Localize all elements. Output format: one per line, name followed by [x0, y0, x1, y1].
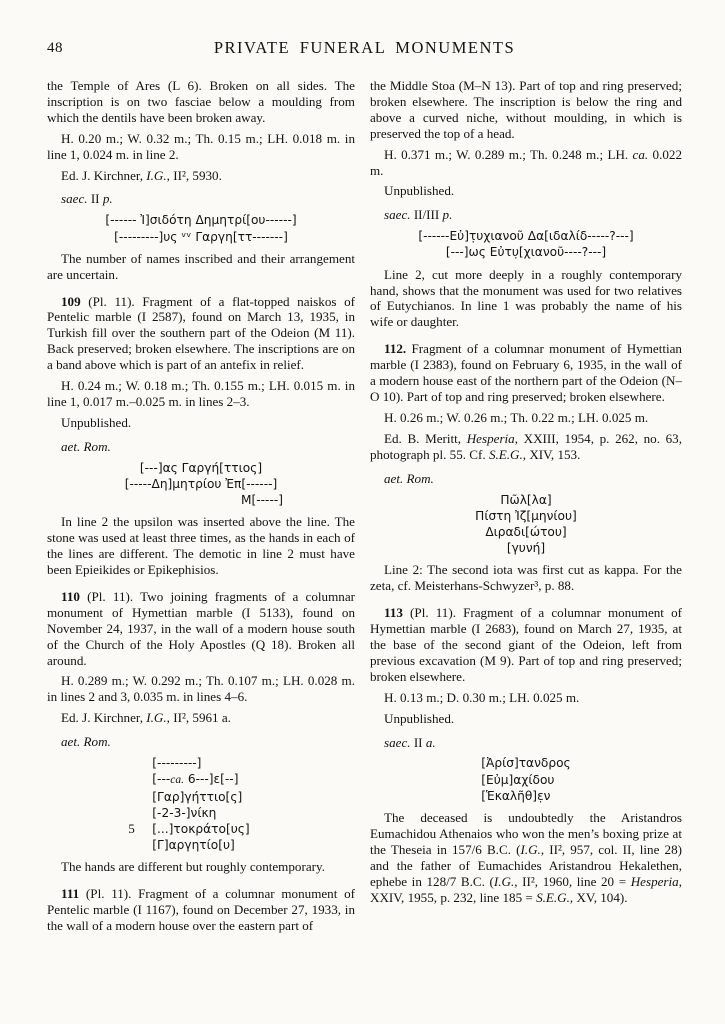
greek-line: Πίστη Ἰζ[μηνίου] [475, 508, 577, 523]
entry-number: 113 [384, 605, 411, 621]
greek-line: [-----Δη]μητρίου Ἐπ[------] [124, 476, 278, 491]
greek-line: [-2-3-]νίκη [152, 805, 217, 820]
italic-text: saec. [384, 734, 411, 750]
greek-line: [Ἑκαλῆθ]ε̣ν [481, 788, 551, 803]
page-number: 48 [47, 40, 63, 56]
greek-line: [Γ]αργητίο[υ] [152, 838, 235, 853]
left-column [47, 78, 355, 934]
paragraph: H. 0.24 m.; W. 0.18 m.; Th. 0.155 m.; LH. 0.015 m. in line 1, 0.017 m.–0.025 m. in lines 2–3. [47, 378, 355, 409]
paragraph: the Temple of Ares (L 6). Broken on all sides. The inscription is on two fasciae below a moulding from which the dentils have been broken away. [47, 78, 355, 125]
paragraph: H. 0.371 m.; W. 0.289 m.; Th. 0.248 m.; LH. ca. 0.022 m. [370, 146, 683, 178]
paragraph: In line 2 the upsilon was inserted above the line. The stone was used at least three times, as the hands in each of the lines are different. The demotic in line 2 must have been Epieikides or Epikephisios. [47, 514, 355, 578]
catalogue-entry-paragraph: 112. Fragment of a columnar monument of Hymettian marble (I 2383), found on February 6, 1935, in the wall of a modern house east of the northern part of the Odeion (N–O 10). Part of top and ring preserved; broken elsewhere. [370, 341, 682, 404]
entry-number: 111 [61, 886, 86, 902]
greek-line: [---ca. 6---]ε[--] [152, 772, 239, 787]
italic-text: S.E.G. [488, 446, 523, 462]
catalogue-entry-paragraph: 113 (Pl. 11). Fragment of a columnar monument of Hymettian marble (I 2683), found on March 27, 1935, at the base of the second giant of the Odeion, left from previous excavation (M 9). Part of top and ring preserved; broken elsewhere. [370, 605, 682, 684]
date-notation [370, 471, 682, 487]
italic-text: aet. Rom. [384, 470, 434, 486]
greek-inscription [370, 228, 682, 260]
greek-line: [---------] [152, 756, 202, 771]
entry-number: 110 [61, 588, 88, 604]
italic-text: Hesperia [630, 873, 679, 889]
greek-line: [---------]υς ᵛᵛ Γαργη[ττ-------] [114, 229, 288, 244]
italic-text: I.G. [146, 710, 167, 726]
entry-number: 112. [384, 341, 412, 357]
greek-line: [------Εὐ]τ̣υχιανοῦ Δα[ιδαλίδ-----?---] [418, 229, 634, 244]
paragraph: Ed. J. Kirchner, I.G., II², 5961 a. [61, 710, 231, 726]
italic-text: I.G. [146, 167, 167, 183]
greek-inscription [128, 755, 250, 853]
greek-line: Πῶλ[λα] [500, 492, 552, 507]
catalogue-entry-paragraph: 111 (Pl. 11). Fragment of a columnar monument of Pentelic marble (I 1167), found on December 27, 1933, in the wall of a modern house over the eastern part of [47, 886, 355, 934]
date-notation: saec. II/III p. [384, 207, 453, 223]
greek-inscription [481, 755, 570, 804]
paragraph: Unpublished. [384, 183, 455, 199]
running-head: PRIVATE FUNERAL MONUMENTS [213, 38, 516, 57]
italic-text: saec. [384, 207, 411, 223]
greek-line: [Εὐμ]αχίδου [481, 772, 555, 787]
greek-line: [Ἀρίσ]τανδρος [481, 756, 571, 771]
italic-text: a. [425, 734, 436, 750]
paragraph: H. 0.13 m.; D. 0.30 m.; LH. 0.025 m. [384, 689, 580, 705]
date-notation: saec. II a. [384, 734, 436, 750]
date-notation [47, 439, 355, 455]
date-notation [47, 734, 355, 750]
paragraph: Unpublished. [384, 710, 455, 726]
italic-text: saec. [61, 191, 88, 207]
paragraph: Ed. B. Meritt, Hesperia, XXIII, 1954, p. 262, no. 63, photograph pl. 55. Cf. S.E.G., XIV, 153. [370, 430, 682, 462]
italic-text: ca. [632, 146, 649, 162]
greek-inscription [47, 212, 355, 244]
paragraph: H. 0.289 m.; W. 0.292 m.; Th. 0.107 m.; LH. 0.028 m. in lines 2 and 3, 0.035 m. in lines 4–6. [47, 673, 355, 705]
paragraph: The deceased is undoubtedly the Aristandros Eumachidou Athenaios who won the men’s boxing prize at the Theseia in 157/6 B.C. (I.G., II², 957, col. II, line 28) and the father of Eumachides Aristandrou Hekalethen, ephebe in 128/7 B.C. (I.G., II², 1960, line 20 = Hesperia, XXIV, 1955, p. 232, line 185 = S.E.G., XV, 104). [370, 810, 682, 905]
paragraph: H. 0.20 m.; W. 0.32 m.; Th. 0.15 m.; LH. 0.018 m. in line 1, 0.024 m. in line 2. [47, 130, 355, 162]
italic-text: I.G. [520, 841, 541, 857]
right-column [370, 78, 682, 905]
greek-line: [---]ως Εὐτυ̣[χιανοῦ----?---] [445, 245, 607, 260]
greek-line: Μ[-----] [240, 493, 283, 508]
italic-text: S.E.G. [536, 889, 570, 905]
paragraph: Unpublished. [61, 414, 132, 430]
greek-line: [------ Ἰ]σιδότη Δημητρί[ου------] [105, 213, 297, 228]
paragraph: Line 2: The second iota was first cut as kappa. For the zeta, cf. Meisterhans-Schwyzer³, p. 88. [370, 562, 682, 594]
italic-text: aet. Rom. [61, 734, 111, 750]
paragraph: The hands are different but roughly contemporary. [61, 859, 325, 875]
italic-text: Hesperia [466, 430, 515, 446]
page-header [47, 38, 682, 62]
greek-inscription [47, 460, 355, 509]
italic-text: p. [102, 191, 113, 207]
italic-text: aet. Rom. [61, 438, 111, 454]
greek-line: [γυνή] [506, 541, 546, 556]
entry-number: 109 [61, 293, 89, 309]
paragraph: The number of names inscribed and their arrangement are uncertain. [47, 250, 355, 282]
paragraph: the Middle Stoa (M–N 13). Part of top and ring preserved; broken elsewhere. The inscription is below the ring and above a curved niche, without moulding, in which is preserved the top of a head. [370, 78, 682, 141]
greek-line: [Γαρ]γήττιο[ς] [152, 789, 243, 804]
paragraph: Line 2, cut more deeply in a roughly contemporary hand, shows that the monument was used for two relatives of Eutychianos. In line 1 was probably the name of his wife or daughter. [370, 266, 682, 330]
greek-line: 5 [...]τοκράτο[υς] [128, 820, 250, 836]
italic-text: I.G. [493, 873, 515, 889]
italic-text: ca. [170, 774, 184, 787]
date-notation: saec. II p. [61, 191, 113, 207]
catalogue-entry-paragraph: 109 (Pl. 11). Fragment of a flat-topped naiskos of Pentelic marble (I 2587), found on March 13, 1935, in Turkish fill over the southern part of the Odeion (M 11). Back preserved; broken elsewhere. The inscriptions are on a band above which is part of an antefix in relief. [47, 293, 355, 373]
greek-line: Διραδι[ώτου] [485, 524, 567, 539]
paragraph: Ed. J. Kirchner, I.G., II², 5930. [61, 167, 222, 183]
greek-line-number: 5 [128, 820, 135, 836]
greek-inscription [370, 492, 682, 557]
italic-text: p. [442, 207, 453, 223]
catalogue-entry-paragraph: 110 (Pl. 11). Two joining fragments of a columnar monument of Hymettian marble (I 5133), found on November 24, 1937, in the wall of a modern house south of the Church of the Holy Apostles (Q 18). Broken all around. [47, 588, 355, 668]
greek-line: [---]ας Γαργή[ττιος] [139, 460, 263, 475]
paragraph: H. 0.26 m.; W. 0.26 m.; Th. 0.22 m.; LH. 0.025 m. [384, 409, 649, 425]
